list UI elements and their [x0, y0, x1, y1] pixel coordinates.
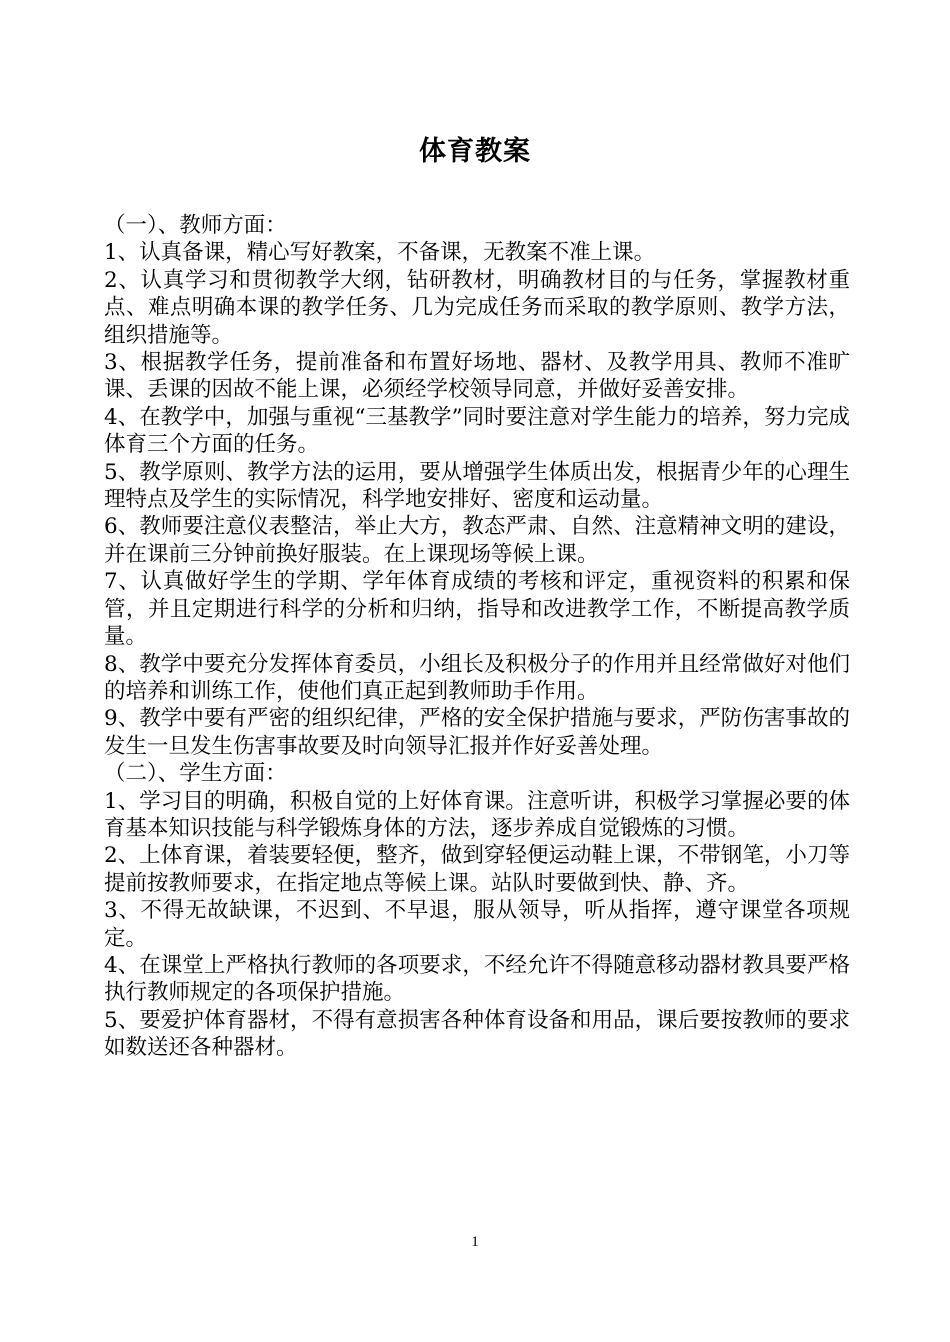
student-rule-3: 3、不得无故缺课，不迟到、不早退，服从领导，听从指挥，遵守课堂各项规定。 [104, 898, 850, 951]
teacher-rule-8: 8、教学中要充分发挥体育委员，小组长及积极分子的作用并且经常做好对他们的培养和训练工作，使他们真正起到教师助手作用。 [104, 651, 850, 704]
teacher-rule-1: 1、认真备课，精心写好教案，不备课，无教案不准上课。 [104, 240, 656, 266]
page-number: 1 [471, 1234, 479, 1250]
section-heading-student: （二）、学生方面： [104, 761, 287, 787]
teacher-rule-6: 6、教师要注意仪表整洁，举止大方，教态严肃、自然、注意精神文明的建设，并在课前三分钟前换好服装。在上课现场等候上课。 [104, 514, 850, 567]
student-rule-4: 4、在课堂上严格执行教师的各项要求，不经允许不得随意移动器材教具要严格执行教师规定的各项保护措施。 [104, 952, 850, 1006]
document-title: 体育教案 [419, 136, 531, 167]
student-rule-1: 1、学习目的明确，积极自觉的上好体育课。注意听讲，积极学习掌握必要的体育基本知识技能与科学锻炼身体的方法，逐步养成自觉锻炼的习惯。 [104, 788, 850, 841]
teacher-rule-4: 4、在教学中，加强与重视“三基教学”同时要注意对学生能力的培养，努力完成体育三个方面的任务。 [104, 404, 850, 458]
teacher-rule-7: 7、认真做好学生的学期、学年体育成绩的考核和评定，重视资料的积累和保管，并且定期进行科学的分析和归纳，指导和改进教学工作，不断提高教学质量。 [104, 569, 850, 650]
student-rule-5: 5、要爱护体育器材，不得有意损害各种体育设备和用品，课后要按教师的要求如数送还各种器材。 [104, 1007, 850, 1061]
teacher-rule-3: 3、根据教学任务，提前准备和布置好场地、器材、及教学用具、教师不准旷课、丢课的因故不能上课，必须经学校领导同意，并做好妥善安排。 [104, 350, 850, 403]
teacher-rule-5: 5、教学原则、教学方法的运用，要从增强学生体质出发，根据青少年的心理生理特点及学生的实际情况，科学地安排好、密度和运动量。 [104, 459, 850, 513]
teacher-rule-9: 9、教学中要有严密的组织纪律，严格的安全保护措施与要求，严防伤害事故的发生一旦发生伤害事故要及时向领导汇报并作好妥善处理。 [104, 706, 850, 759]
document-body [104, 212, 850, 1062]
student-rule-2: 2、上体育课，着装要轻便，整齐，做到穿轻便运动鞋上课，不带钢笔，小刀等提前按教师要求，在指定地点等候上课。站队时要做到快、静、齐。 [104, 843, 850, 896]
section-heading-teacher: （一）、教师方面： [104, 213, 287, 238]
teacher-rule-2: 2、认真学习和贯彻教学大纲，钻研教材，明确教材目的与任务，掌握教材重点、难点明确本课的教学任务、几为完成任务而采取的教学原则、教学方法，组织措施等。 [104, 267, 850, 348]
